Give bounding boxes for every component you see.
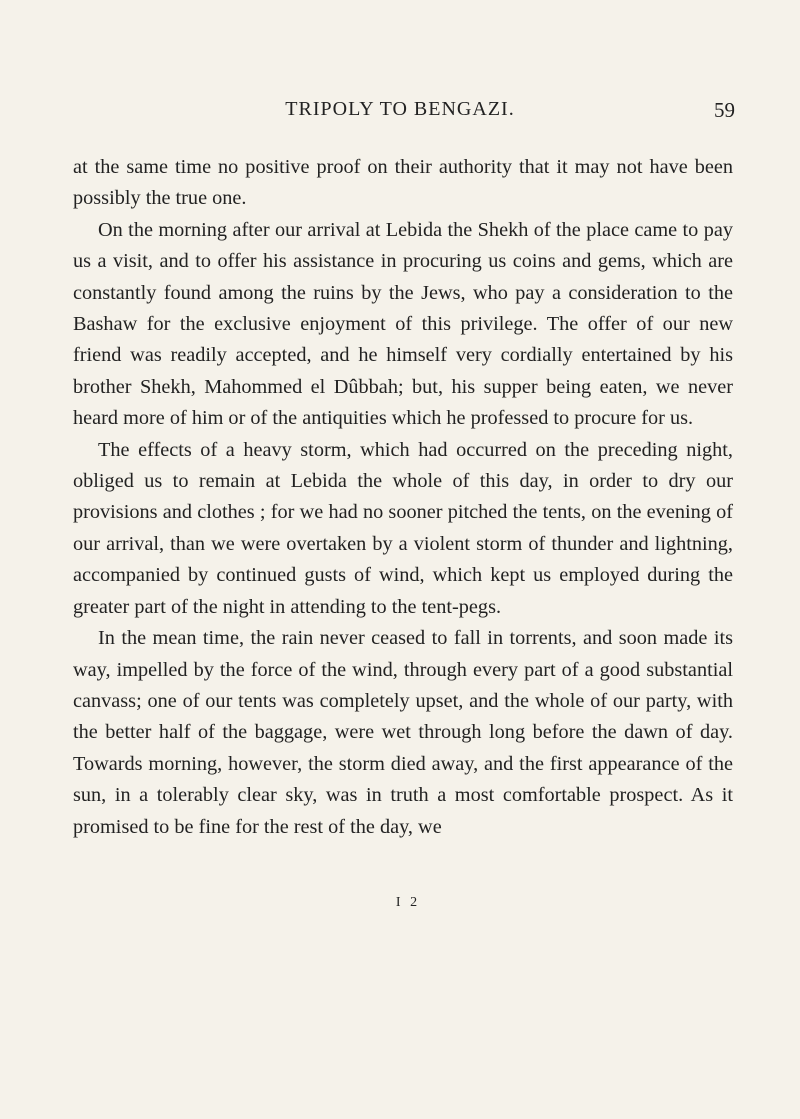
- paragraph-rain: In the mean time, the rain never ceased to fall in torrents, and soon made its way, impelled by the force of the wind, through every part of a good substantial canvass; one of our tents was completely upset, and the whole of our party, with the better half of the baggage, were wet through long before the dawn of day. Towards morning, however, the storm died away, and the first appearance of the sun, in a tolerably clear sky, was in truth a most comfortable prospect. As it promised to be fine for the rest of the day, we: [73, 627, 733, 838]
- running-head: [0, 98, 800, 126]
- paragraph-continued: at the same time no positive proof on their authority that it may not have been possibly the true one.: [73, 156, 733, 210]
- signature-mark: I 2: [395, 895, 421, 910]
- body-text: [73, 152, 733, 843]
- running-title: TRIPOLY TO BENGAZI.: [285, 98, 515, 120]
- page-number: 59: [714, 98, 735, 122]
- paragraph-shekh-visit: On the morning after our arrival at Lebida the Shekh of the place came to pay us a visit, and to offer his assistance in procuring us coins and gems, which are constantly found among the ruins by the Jews, who pay a consideration to the Bashaw for the exclusive enjoyment of this privilege. The offer of our new friend was readily accepted, and he himself very cordially entertained by his brother Shekh, Mahommed el Dûbbah; but, his supper being eaten, we never heard more of him or of the antiquities which he professed to procure for us.: [73, 218, 733, 430]
- paragraph-storm: The effects of a heavy storm, which had occurred on the preceding night, obliged us to remain at Lebida the whole of this day, in order to dry our provisions and clothes ; for we had no sooner pitched the tents, on the evening of our arrival, than we were overtaken by a violent storm of thunder and lightning, accompanied by continued gusts of wind, which kept us employed during the greater part of the night in attending to the tent-pegs.: [73, 438, 733, 618]
